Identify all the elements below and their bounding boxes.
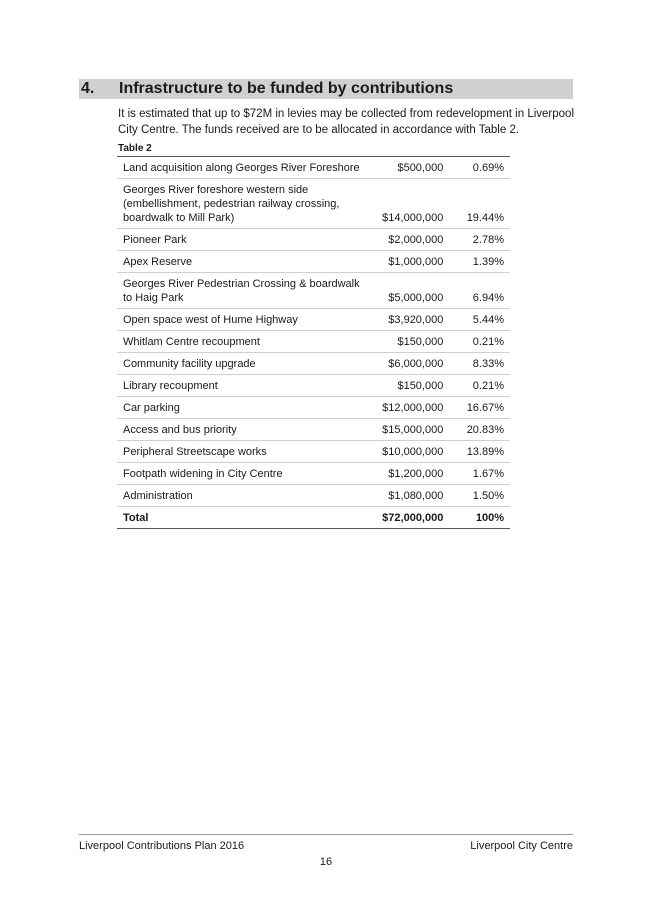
row-amount: $1,200,000	[367, 463, 450, 485]
table-row	[117, 419, 510, 441]
row-percent: 0.21%	[449, 375, 510, 397]
page-number: 16	[319, 856, 333, 868]
row-amount: $15,000,000	[367, 419, 450, 441]
row-amount: $6,000,000	[367, 353, 450, 375]
row-percent: 1.39%	[449, 251, 510, 273]
row-amount: $1,080,000	[367, 485, 450, 507]
row-item: Access and bus priority	[117, 419, 367, 441]
intro-paragraph: It is estimated that up to $72M in levies may be collected from redevelopment in Liverpool City Centre. The funds received are to be allocated in accordance with Table 2.	[118, 108, 574, 136]
row-amount: $1,000,000	[367, 251, 450, 273]
table-row	[117, 441, 510, 463]
table-row	[117, 157, 510, 179]
table-label: Table 2	[118, 143, 152, 154]
row-item: Open space west of Hume Highway	[117, 309, 367, 331]
table-row	[117, 179, 510, 229]
table-row	[117, 397, 510, 419]
row-percent: 16.67%	[449, 397, 510, 419]
row-item: Land acquisition along Georges River Foreshore	[117, 157, 367, 179]
section-heading	[79, 79, 573, 99]
section-number: 4.	[81, 80, 95, 97]
row-amount: $3,920,000	[367, 309, 450, 331]
row-percent: 0.69%	[449, 157, 510, 179]
section-title: Infrastructure to be funded by contributions	[119, 80, 454, 97]
row-percent: 1.50%	[449, 485, 510, 507]
table-row	[117, 273, 510, 309]
row-item: Peripheral Streetscape works	[117, 441, 367, 463]
row-item: Georges River foreshore western side (embellishment, pedestrian railway crossing, boardwalk to Mill Park)	[117, 179, 367, 229]
row-item: Georges River Pedestrian Crossing & boardwalk to Haig Park	[117, 273, 367, 309]
row-item: Footpath widening in City Centre	[117, 463, 367, 485]
row-item: Car parking	[117, 397, 367, 419]
row-percent: 13.89%	[449, 441, 510, 463]
table-row	[117, 251, 510, 273]
row-item: Administration	[117, 485, 367, 507]
row-amount: $2,000,000	[367, 229, 450, 251]
row-percent: 8.33%	[449, 353, 510, 375]
table-total-row	[117, 507, 510, 529]
row-amount: $150,000	[367, 375, 450, 397]
total-label: Total	[117, 507, 367, 529]
table-row	[117, 375, 510, 397]
row-percent: 0.21%	[449, 331, 510, 353]
row-percent: 1.67%	[449, 463, 510, 485]
row-amount: $10,000,000	[367, 441, 450, 463]
row-item: Community facility upgrade	[117, 353, 367, 375]
row-percent: 20.83%	[449, 419, 510, 441]
row-amount: $14,000,000	[367, 179, 450, 229]
row-amount: $5,000,000	[367, 273, 450, 309]
row-percent: 19.44%	[449, 179, 510, 229]
row-amount: $150,000	[367, 331, 450, 353]
row-percent: 2.78%	[449, 229, 510, 251]
table-row	[117, 309, 510, 331]
table-row	[117, 331, 510, 353]
row-percent: 5.44%	[449, 309, 510, 331]
table-row	[117, 353, 510, 375]
row-amount: $500,000	[367, 157, 450, 179]
row-item: Apex Reserve	[117, 251, 367, 273]
row-amount: $12,000,000	[367, 397, 450, 419]
row-item: Library recoupment	[117, 375, 367, 397]
table-row	[117, 485, 510, 507]
footer-section-name: Liverpool City Centre	[470, 840, 573, 852]
row-percent: 6.94%	[449, 273, 510, 309]
table-row	[117, 229, 510, 251]
footer-document-title: Liverpool Contributions Plan 2016	[79, 840, 245, 852]
footer-divider	[79, 834, 573, 835]
table-row	[117, 463, 510, 485]
contributions-table	[117, 156, 510, 529]
total-amount: $72,000,000	[367, 507, 450, 529]
row-item: Whitlam Centre recoupment	[117, 331, 367, 353]
total-percent: 100%	[449, 507, 510, 529]
row-item: Pioneer Park	[117, 229, 367, 251]
